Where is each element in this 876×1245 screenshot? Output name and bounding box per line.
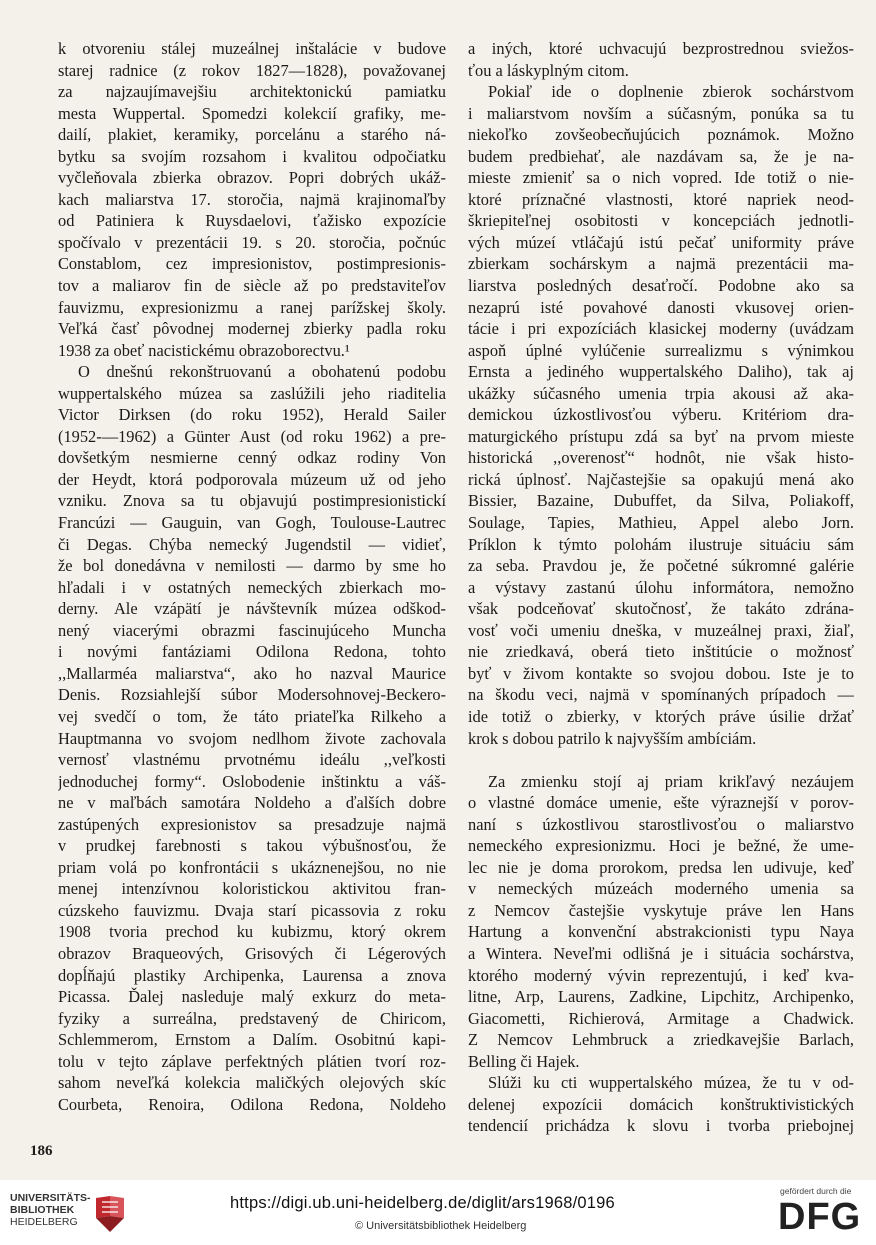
dfg-logo[interactable] (778, 1186, 870, 1240)
text-line: vzniku. Znova sa tu objavujú postimpresionistickí (58, 491, 446, 511)
text-line: škriepiteľnej osobitosti v koncepciách jednotli- (468, 211, 854, 231)
text-line: starej radnice (z rokov 1827—1828), považovanej (58, 60, 446, 80)
text-line: ide totiž o zbierky, v ktorých práve úsilie držať (468, 706, 854, 726)
library-name (10, 1192, 91, 1228)
text-line: vyčleňovala zbierka obrazov. Popri dobrých ukáž- (58, 168, 446, 188)
text-line: tendencií prichádza k slovu i tvorba priebojnej (468, 1116, 854, 1136)
text-line: 1908 tvoria prechod ku kubizmu, ktorý okrem (58, 922, 446, 942)
text-line: dopĺňajú plastiky Archipenka, Laurensa a znova (58, 965, 446, 985)
text-line: derny. Ale vzápätí je návštevník múzea odškod- (58, 599, 446, 619)
page-url-link[interactable]: https://digi.ub.uni-heidelberg.de/diglit/ars1968/0196 (230, 1194, 615, 1212)
text-line: v nemeckých múzeách moderného umenia sa (468, 879, 854, 899)
text-line (468, 749, 854, 771)
text-line: od Patiniera k Ruysdaelovi, ťažisko expozície (58, 211, 446, 231)
text-line: demickou úzkostlivosťou výberu. Kritériom dra- (468, 405, 854, 425)
text-line: fauvizmu, expresionizmu a ranej parížskej školy. (58, 297, 446, 317)
text-line: ukážky súčasného umenia trpia akousi až aka- (468, 383, 854, 403)
library-name-line1: UNIVERSITÄTS- (10, 1192, 91, 1204)
text-line: niekoľko zovšeobecňujúcich poznámok. Možno (468, 125, 854, 145)
text-line: k otvoreniu stálej muzeálnej inštalácie v budove (58, 39, 446, 58)
text-line: vernosť vlastnému prvotnému ideálu ,,veľkosti (58, 750, 446, 770)
library-emblem-icon (92, 1194, 128, 1234)
text-line: zbierkam sochárskym a najmä prezentácii ma- (468, 254, 854, 274)
text-line: 1938 za obeť nacistickému obrazoborectvu.¹ (58, 340, 350, 360)
text-line: na škodu veci, najmä v spomínaných prípadoch — (468, 685, 854, 705)
text-line: Bissier, Bazaine, Dubuffet, da Silva, Poliakoff, (468, 491, 854, 511)
text-line: ne v maľbách samotára Noldeho a ďalších dobre (58, 793, 446, 813)
text-line: dovšetkým nesmierne cenný odkaz rodiny Von (58, 448, 446, 468)
dfg-logo-text: DFG (778, 1196, 862, 1238)
text-line: Pokiaľ ide o doplnenie zbierok sochárstvom (488, 82, 854, 102)
text-line: obrazov Braqueových, Grisových či Légerových (58, 943, 446, 963)
text-line: Hauptmanna vo svojom nedlhom živote zachovala (58, 728, 446, 748)
text-line: budem predbiehať, ale nazdávam sa, že je na- (468, 146, 854, 166)
right-column (468, 38, 854, 1137)
text-line: a výstavy zastanú úlohu informátora, nemožno (468, 577, 854, 597)
text-line: wuppertalského múzea sa zaslúžili jeho riaditelia (58, 383, 446, 403)
text-line: Veľká časť pôvodnej modernej zbierky padla roku (58, 319, 446, 339)
text-line: menej intenzívnou koloristickou aktivitou fran- (58, 879, 446, 899)
text-line: i maliarstvom novším a súčasným, ponúka sa tu (468, 103, 854, 123)
page-number: 186 (30, 1143, 53, 1159)
text-line: bytku sa svojím rozsahom i kvalitou odpočiatku (58, 146, 446, 166)
text-line: nezaprú isté povahové danosti vkusovej orien- (468, 297, 854, 317)
text-line: však podceňovať skutočnosť, že takáto zdrána- (468, 599, 854, 619)
text-line: či Degas. Chýba nemecký Jugendstil — vidieť, (58, 534, 446, 554)
text-line: Hartung a konvenční abstrakcionisti typu Naya (468, 922, 854, 942)
text-line: Giacometti, Richierová, Armitage a Chadwick. (468, 1008, 854, 1028)
text-line: vosť voči umeniu dneška, v muzeálnej praxi, žiaľ, (468, 620, 854, 640)
text-line: ktoré príznačné vlastnosti, ktoré napriek neod- (468, 189, 854, 209)
text-line: ktorého moderný vývin reprezentujú, i keď kva- (468, 965, 854, 985)
text-line: Denis. Rozsiahlejší súbor Modersohnovej-Beckero- (58, 685, 446, 705)
text-line: sahom neveľká kolekcia maličkých olejových skíc (58, 1073, 446, 1093)
text-line: der Heydt, ktorá podporovala múzeum už od jeho (58, 469, 446, 489)
text-line: Slúži ku cti wuppertalského múzea, že tu v od- (488, 1073, 854, 1093)
text-line: Z Nemcov Lehmbruck a zriedkavejšie Barlach, (468, 1030, 854, 1050)
text-line: nie zriedkavá, oberá tieto inštitúcie o možnosť (468, 642, 854, 662)
text-line: vých múzeí vtláčajú istú pečať uniformity práve (468, 232, 854, 252)
text-line: jednoduchej formy“. Oslobodenie inštinktu a váš- (58, 771, 446, 791)
text-line: za seba. Pravdou je, že početné súkromné galérie (468, 556, 854, 576)
text-line: cúzskeho fauvizmu. Dvaja starí picassovia z roku (58, 900, 446, 920)
text-line: priam volá po konfrontácii s ukáznenejšou, no nie (58, 857, 446, 877)
text-line: naní s úzkostlivou starostlivosťou o maliarstvo (468, 814, 854, 834)
text-line: Picassa. Ďalej nasleduje malý exkurz do meta- (58, 987, 446, 1007)
text-line: ,,Mallarméa maliarstva“, ako ho nazval Maurice (58, 663, 446, 683)
text-line: aspoň úplné vylúčenie surrealizmu s výnimkou (468, 340, 854, 360)
text-line: liarstva posledných desaťročí. Podobne ako sa (468, 276, 854, 296)
text-line: Victor Dirksen (do roku 1952), Herald Sailer (58, 405, 446, 425)
text-line: v prudkej farebnosti s takou výbušnosťou, že (58, 836, 446, 856)
text-line: Belling či Hajek. (468, 1051, 580, 1071)
text-line: lec nie je doma prorokom, predsa len udivuje, keď (468, 857, 854, 877)
text-line: rická úplnosť. Najčastejšie sa opakujú mená ako (468, 469, 854, 489)
text-line: maturgického prístupu zdá sa byť na prvom mieste (468, 426, 854, 446)
text-line: (1952-—1962) a Günter Aust (od roku 1962) a pre- (58, 426, 446, 446)
text-line: nemeckého expresionizmu. Hoci je bežné, že ume- (468, 836, 854, 856)
text-line: z Nemcov častejšie vyskytuje práve len Hans (468, 900, 854, 920)
text-line: Francúzi — Gauguin, van Gogh, Toulouse-Lautrec (58, 513, 446, 533)
text-line: fyziky a surreálna, predstavený de Chiricom, (58, 1008, 446, 1028)
text-line: nený viacerými obrazmi fascinujúceho Muncha (58, 620, 446, 640)
text-line: Schlemmerom, Ernstom a Dalím. Osobitnú kapi- (58, 1030, 446, 1050)
text-line: litne, Arp, Laurens, Zadkine, Lipchitz, Archipenko, (468, 987, 854, 1007)
text-line: spočívalo v prezentácii 19. s 20. storočia, počnúc (58, 232, 446, 252)
text-line: a Wintera. Neveľmi odlišná je i situácia sochárstva, (468, 943, 854, 963)
funder-caption: gefördert durch die (780, 1186, 852, 1196)
text-line: vej svedčí o tom, že táto priateľka Rilkeho a (58, 706, 446, 726)
text-line: tolu v tejto záplave perfektných plátien tvorí roz- (58, 1051, 446, 1071)
text-line: mesta Wuppertal. Spomedzi kolekcií grafiky, me- (58, 103, 446, 123)
copyright-notice: © Universitätsbibliothek Heidelberg (355, 1220, 527, 1232)
text-line: Soulage, Tapies, Mathieu, Appel alebo Jorn. (468, 513, 854, 533)
text-line: a iných, ktoré uchvacujú bezprostrednou sviežos- (468, 39, 854, 58)
text-line: mieste zmieniť sa o nich vopred. Ide totiž o nie- (468, 168, 854, 188)
library-name-line3: HEIDELBERG (10, 1216, 78, 1228)
text-line: Príklon k týmto polohám ilustruje situáciu sám (468, 534, 854, 554)
text-line: zastúpených expresionistov sa presadzuje najmä (58, 814, 446, 834)
text-line: Ernsta a jediného wuppertalského Daliho), tak aj (468, 362, 854, 382)
text-line: dailí, plakiet, keramiky, porcelánu a starého ná- (58, 125, 446, 145)
text-line: delenej expozícii domácich konštruktivistických (468, 1094, 854, 1114)
text-line: Constablom, cez impresionistov, postimpresionis- (58, 254, 446, 274)
text-line: byť v živom kontakte so svojou dobou. Iste je to (468, 663, 854, 683)
left-column (58, 38, 446, 1115)
text-line: ťou a láskyplným citom. (468, 60, 629, 80)
text-line: o vlastné domáce umenie, ešte výraznejší v porov- (468, 793, 854, 813)
text-line: tov a maliarov fin de siècle až po predstaviteľov (58, 276, 446, 296)
text-line: že bol donedávna v nemilosti — darmo by sme ho (58, 556, 446, 576)
text-line: tácie i pri expozíciách klasickej moderny (uvádzam (468, 319, 854, 339)
text-line: historická ,,overenosť“ hodnôt, nie však histo- (468, 448, 854, 468)
footer-bar (0, 1180, 876, 1245)
text-line: Courbeta, Renoira, Odilona Redona, Noldeho (58, 1094, 446, 1114)
text-line: O dnešnú rekonštruovanú a obohatenú podobu (78, 362, 446, 382)
text-line: hľadali i v ostatných nemeckých zbierkach mo- (58, 577, 446, 597)
text-line: krok s dobou patrilo k najvyšším ambíciám. (468, 728, 757, 748)
library-name-line2: BIBLIOTHEK (10, 1204, 75, 1216)
text-line: i novými fantáziami Odilona Redona, tohto (58, 642, 446, 662)
text-line: kach maliarstva 17. storočia, najmä krajinomaľby (58, 189, 446, 209)
university-library-logo[interactable] (10, 1192, 130, 1236)
text-line: za najzaujímavejšiu architektonickú pamiatku (58, 82, 446, 102)
text-line: Za zmienku stojí aj priam krikľavý nezáujem (488, 771, 854, 791)
